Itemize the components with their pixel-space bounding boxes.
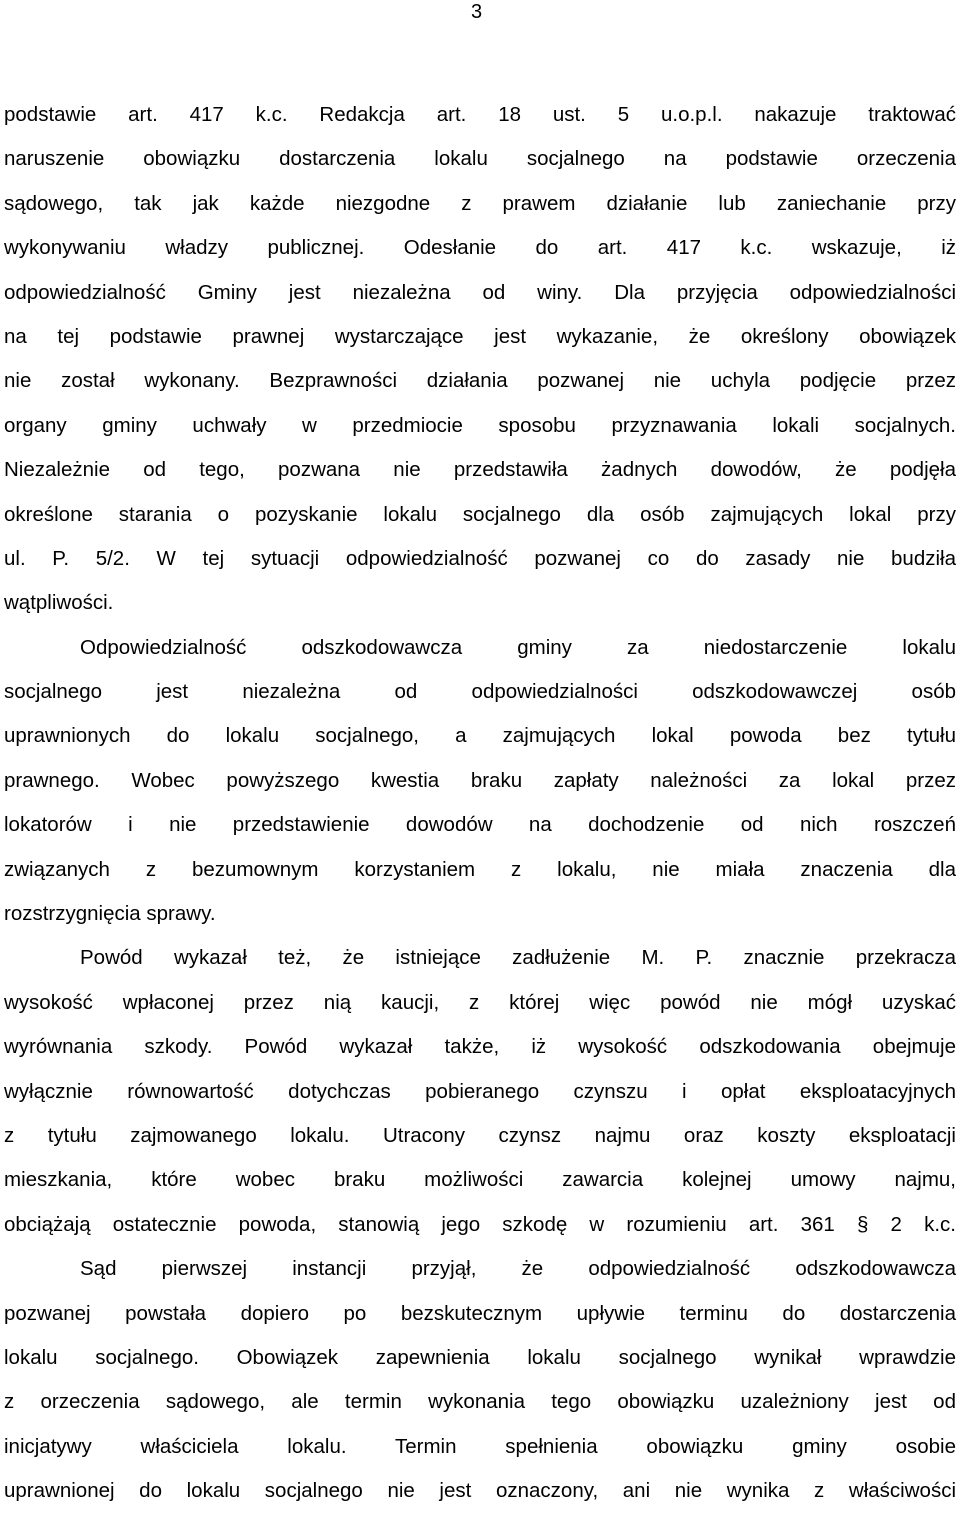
- text-line: uprawnionej do lokalu socjalnego nie jest oznaczony, ani nie wynika z właściwości: [4, 1479, 956, 1503]
- text-line: odpowiedzialność Gminy jest niezależna od winy. Dla przyjęcia odpowiedzialności: [4, 280, 956, 304]
- page-number: 3: [471, 1, 483, 23]
- text-line: wykonywaniu władzy publicznej. Odesłanie do art. 417 k.c. wskazuje, iż: [4, 236, 956, 260]
- text-line: organy gminy uchwały w przedmiocie sposobu przyznawania lokali socjalnych.: [4, 413, 956, 437]
- text-line: wysokość wpłaconej przez nią kaucji, z której więc powód nie mógł uzyskać: [4, 990, 956, 1014]
- text-line: lokatorów i nie przedstawienie dowodów na dochodzenie od nich roszczeń: [4, 813, 956, 837]
- text-line: prawnego. Wobec powyższego kwestia braku zapłaty należności za lokal przez: [4, 768, 956, 792]
- text-line: z tytułu zajmowanego lokalu. Utracony czynsz najmu oraz koszty eksploatacji: [4, 1123, 956, 1147]
- text-line: inicjatywy właściciela lokalu. Termin spełnienia obowiązku gminy osobie: [4, 1434, 956, 1458]
- text-line: Niezależnie od tego, pozwana nie przedstawiła żadnych dowodów, że podjęła: [4, 458, 956, 482]
- text-line: Odpowiedzialność odszkodowawcza gminy za niedostarczenie lokalu: [80, 635, 956, 659]
- text-line: wyłącznie równowartość dotychczas pobieranego czynszu i opłat eksploatacyjnych: [4, 1079, 956, 1103]
- text-line: lokalu socjalnego. Obowiązek zapewnienia lokalu socjalnego wynikał wprawdzie: [4, 1345, 956, 1369]
- text-line: z orzeczenia sądowego, ale termin wykonania tego obowiązku uzależniony jest od: [4, 1390, 956, 1414]
- text-line: wyrównania szkody. Powód wykazał także, iż wysokość odszkodowania obejmuje: [4, 1035, 956, 1059]
- text-line: podstawie art. 417 k.c. Redakcja art. 18 ust. 5 u.o.p.l. nakazuje traktować: [4, 103, 956, 126]
- text-line: pozwanej powstała dopiero po bezskutecznym upływie terminu do dostarczenia: [4, 1301, 956, 1325]
- text-line: mieszkania, które wobec braku możliwości zawarcia kolejnej umowy najmu,: [4, 1168, 956, 1192]
- text-line: rozstrzygnięcia sprawy.: [4, 902, 216, 926]
- text-line: na tej podstawie prawnej wystarczające jest wykazanie, że określony obowiązek: [4, 324, 956, 348]
- document-body: [4, 93, 956, 1514]
- text-line: wątpliwości.: [4, 591, 114, 615]
- text-line: określone starania o pozyskanie lokalu socjalnego dla osób zajmujących lokal przy: [4, 502, 956, 526]
- text-line: związanych z bezumownym korzystaniem z lokalu, nie miała znaczenia dla: [4, 857, 956, 881]
- text-line: uprawnionych do lokalu socjalnego, a zajmujących lokal powoda bez tytułu: [4, 724, 956, 748]
- text-line: ul. P. 5/2. W tej sytuacji odpowiedzialność pozwanej co do zasady nie budziła: [4, 546, 956, 570]
- text-line: Sąd pierwszej instancji przyjął, że odpowiedzialność odszkodowawcza: [80, 1257, 956, 1281]
- text-line: nie został wykonany. Bezprawności działania pozwanej nie uchyla podjęcie przez: [4, 369, 956, 393]
- text-line: sądowego, tak jak każde niezgodne z prawem działanie lub zaniechanie przy: [4, 191, 956, 215]
- text-line: obciążają ostatecznie powoda, stanowią jego szkodę w rozumieniu art. 361 § 2 k.c.: [4, 1212, 956, 1236]
- text-line: socjalnego jest niezależna od odpowiedzialności odszkodowawczej osób: [4, 680, 956, 704]
- text-line: naruszenie obowiązku dostarczenia lokalu socjalnego na podstawie orzeczenia: [4, 147, 956, 171]
- text-line: Powód wykazał też, że istniejące zadłużenie M. P. znacznie przekracza: [80, 946, 956, 970]
